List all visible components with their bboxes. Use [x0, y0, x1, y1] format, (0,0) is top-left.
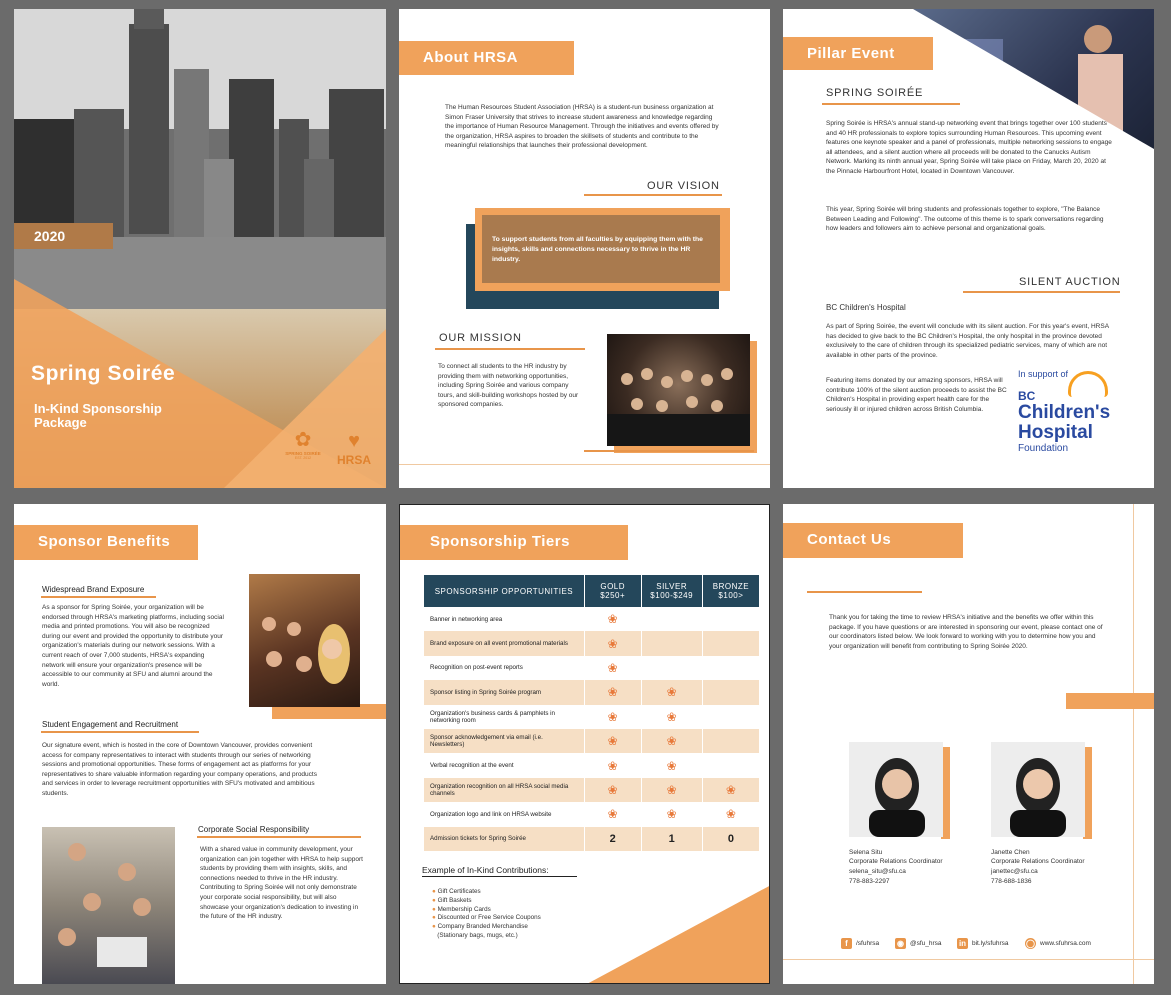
tier-row-label: Banner in networking area: [424, 607, 584, 631]
b2-underline: [41, 731, 199, 733]
contact-body: Thank you for taking the time to review HRSA's initiative and the benefits we offer within this package. If you have questions or are interested in sponsoring our event, please contact one of our coordinators listed below. We look forward to working with you to determine how you and your organization will benefit from contributing to Spring Soirée 2020.: [829, 614, 1103, 650]
facebook-icon: f: [841, 938, 852, 949]
students-photo: [42, 827, 175, 984]
corner-triangle: [400, 505, 770, 984]
linkedin-link[interactable]: in bit.ly/sfuhrsa: [958, 939, 1009, 948]
leaf-check-icon: ❀: [666, 758, 677, 773]
cover-title: Spring Soirée: [31, 362, 176, 385]
cover-subtitle-1: In-Kind Sponsorship: [34, 401, 162, 416]
tier-row-label: Sponsor acknowledgement via email (i.e. Newsletters): [424, 729, 584, 753]
example-item: ● Company Branded Merchandise: [432, 923, 528, 931]
p1-name: Selena Situ: [849, 849, 883, 856]
tickets-label: Admission tickets for Spring Soirée: [424, 827, 584, 851]
auction-org: BC Children's Hospital: [826, 303, 906, 312]
p1-phone: 778-883-2297: [849, 878, 890, 885]
p2-name: Janette Chen: [991, 849, 1030, 856]
contact-header: Contact Us: [783, 523, 963, 558]
tiers-page: [399, 504, 770, 984]
leaf-check-icon: ❀: [607, 807, 618, 822]
b3-underline: [197, 836, 361, 838]
left-rule: [399, 464, 770, 465]
leaf-check-icon: ❀: [666, 782, 677, 797]
leaf-check-icon: ❀: [725, 807, 736, 822]
spring-title: SPRING SOIRÉE: [826, 87, 924, 99]
leaf-check-icon: ❀: [607, 660, 618, 675]
contact-underline: [807, 591, 922, 593]
contact-page: [783, 504, 1154, 984]
tier-row-label: Organization's business cards & pamphlets in networking room: [424, 705, 584, 729]
b2-title: Student Engagement and Recruitment: [42, 720, 179, 729]
auction-p1: As part of Spring Soirée, the event will conclude with its silent auction. For this year's event, HRSA has decided to give back to the BC Children's Hospital, the only hospital in the province devoted exclusively to the care of children through its specialized pediatric services, many of which are not available in other parts of the province.: [826, 323, 1109, 359]
audience-photo: [249, 574, 360, 707]
example-item: ● Gift Baskets: [432, 896, 472, 904]
tier-row-label: Brand exposure on all event promotional materials: [424, 631, 584, 655]
col-header-gold: GOLD $250+: [584, 575, 641, 607]
tier-row-label: Organization logo and link on HRSA website: [424, 802, 584, 826]
auction-title: SILENT AUCTION: [1019, 276, 1121, 288]
instagram-link[interactable]: ◉ @sfu_hrsa: [897, 939, 942, 948]
example-item: ● Membership Cards: [432, 905, 491, 913]
col-header-bronze: BRONZE $100>: [702, 575, 759, 607]
mission-title: OUR MISSION: [439, 332, 522, 344]
about-body: The Human Resources Student Association (HRSA) is a student-run business organization at Simon Fraser University that strives to increase student awareness and knowledge regarding the importance of Human Resource Management. Through the initiatives and events offered by the organization, HRSA aspires to broaden the skillsets of students and contribute to the meaningful relationships that launches their professional development.: [445, 104, 719, 150]
b1-underline: [41, 596, 156, 598]
about-header: About HRSA: [399, 41, 574, 75]
mission-text: To connect all students to the HR industry by providing them with networking opportunities, including Spring Soirée and various company tours, and skill-building workshops hosted by our sponsored companies.: [438, 363, 579, 409]
tickets-silver: 1: [641, 827, 702, 851]
bc-childrens-logo: In support of BC Children's Hospital Foundation: [1018, 369, 1111, 454]
p2-role: Corporate Relations Coordinator: [991, 858, 1085, 865]
p2-phone: 778-688-1836: [991, 878, 1032, 885]
leaf-check-icon: ❀: [666, 734, 677, 749]
leaf-check-icon: ❀: [607, 758, 618, 773]
auction-p2: Featuring items donated by our amazing sponsors, HRSA will contribute 100% of the silent auction proceeds to assist the BC Children's Hospital in providing expert health care for the seriously ill or injured children across British Columbia.: [826, 377, 1007, 413]
b2-text: Our signature event, which is hosted in the core of Downtown Vancouver, provides convenient access for company representatives to interact with students through our series of networking sessions and promotional opportunities. These forms of engagement act as platforms for your representatives to share valuable information regarding your company operations, and products and services in order to leverage recruitment opportunities with SFU's motivated and ambitious students.: [42, 742, 317, 797]
website-link[interactable]: ◯ www.sfuhrsa.com: [1026, 939, 1091, 948]
cover-subtitle-2: Package: [34, 415, 87, 430]
spring-soiree-logo: ✿ SPRING SOIRÉE EST. 2012: [285, 429, 321, 460]
spring-p1: Spring Soirée is HRSA's annual stand-up networking event that brings together over 100 students and 40 HR professionals to explore topics surrounding Human Resources. This upcoming event features one keynote speaker and a panel of professionals, multiple networking sessions to engage all attendees, and a silent auction where all proceeds will be donated to the Canucks Autism Network. Marking its ninth annual year, Spring Soirée will take place on Friday, March 20, 2020 at the Pinnacle Harbourfront Hotel, located in Downtown Vancouver.: [826, 120, 1112, 175]
leaf-check-icon: ❀: [666, 807, 677, 822]
tickets-gold: 2: [584, 827, 641, 851]
b3-title: Corporate Social Responsibility: [198, 825, 310, 834]
auction-underline: [963, 291, 1120, 293]
example-item: ● Gift Certificates: [432, 888, 481, 895]
leaf-check-icon: ❀: [607, 685, 618, 700]
leaf-check-icon: ❀: [607, 612, 618, 627]
p1-email[interactable]: selena_situ@sfu.ca: [849, 868, 906, 875]
bottom-rule: [783, 959, 1154, 960]
year-badge: 2020: [14, 223, 113, 249]
vision-title: OUR VISION: [647, 180, 720, 192]
pillar-page: [783, 9, 1154, 488]
leaf-check-icon: ❀: [666, 709, 677, 724]
leaf-check-icon: ❀: [725, 782, 736, 797]
footer-line: [584, 450, 754, 452]
tier-row-label: Organization recognition on all HRSA social media channels: [424, 778, 584, 802]
benefits-header: Sponsor Benefits: [14, 525, 198, 560]
leaf-check-icon: ❀: [666, 685, 677, 700]
spring-p2: This year, Spring Soirée will bring students and professionals together to explore, "The Balance Between Leading and Following". The outcome of this theme is to spark conversations regarding how leaders and followers aim to achieve personal and organizational goals.: [826, 206, 1104, 233]
right-rule: [1133, 504, 1134, 984]
example-item: ● Discounted or Free Service Coupons: [432, 914, 541, 922]
vision-text: To support students from all faculties by equipping them with the insights, skills and connections necessary to thrive in the HR industry.: [492, 236, 703, 263]
p2-email[interactable]: janettec@sfu.ca: [991, 868, 1038, 875]
p1-photo: [849, 742, 943, 837]
hrsa-logo: ♥ HRSA: [336, 430, 371, 467]
leaf-check-icon: ❀: [607, 636, 618, 651]
b1-text: As a sponsor for Spring Soirée, your organization will be endorsed through HRSA's marketing platforms, including social media and printed promotions. You will also be recognized during our event and provided the opportunity to distribute your organization's materials during our network sessions. With a current reach of over 7,000 students, HRSA's expanding network will ensure your organization's presence will be accessible to our community at SFU and alumni around the world.: [42, 604, 224, 688]
cover-page: [14, 9, 386, 488]
leaf-check-icon: ❀: [607, 709, 618, 724]
pillar-header: Pillar Event: [783, 37, 933, 70]
tier-row-label: Recognition on post-event reports: [424, 656, 584, 680]
leaf-check-icon: ❀: [607, 782, 618, 797]
p2-photo: [991, 742, 1085, 837]
col-header-silver: SILVER $100-$249: [641, 575, 702, 607]
tier-row-label: Sponsor listing in Spring Soirée program: [424, 680, 584, 704]
example-title: Example of In-Kind Contributions:: [422, 865, 549, 875]
tier-row-label: Verbal recognition at the event: [424, 753, 584, 777]
facebook-link[interactable]: f /sfuhrsa: [841, 938, 879, 949]
spring-underline: [822, 103, 960, 105]
b3-text: With a shared value in community development, your organization can join together with HRSA to help support students by providing them with insights, skills, and connections needed to thrive in the HR industry. Contributing to Spring Soirée will not only demonstrate your corporate social responsibility, but will also showcase your organization's dedication to investing in the future of the HR industry.: [200, 846, 363, 921]
col-header-opportunities: SPONSORSHIP OPPORTUNITIES: [424, 575, 584, 607]
instagram-icon: ◉: [895, 938, 906, 949]
benefits-page: [14, 504, 386, 984]
example-item: (Stationary bags, mugs, etc.): [437, 931, 518, 939]
about-page: [399, 9, 770, 488]
linkedin-icon: in: [958, 939, 967, 948]
tiers-header: Sponsorship Tiers: [400, 525, 628, 560]
b1-title: Widespread Brand Exposure: [42, 585, 145, 594]
globe-icon: ◯: [1026, 939, 1035, 948]
mission-group-photo: [607, 334, 750, 446]
leaf-check-icon: ❀: [607, 734, 618, 749]
p1-role: Corporate Relations Coordinator: [849, 858, 943, 865]
mission-underline: [435, 348, 585, 350]
vision-underline: [584, 194, 722, 196]
tickets-bronze: 0: [702, 827, 759, 851]
accent-bar: [1066, 693, 1154, 709]
